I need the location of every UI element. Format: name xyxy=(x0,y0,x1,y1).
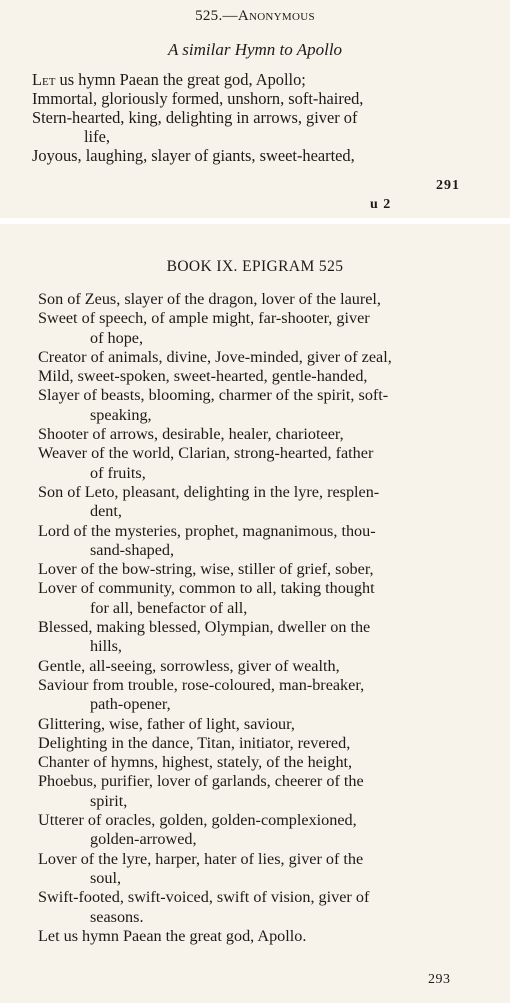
poem-line: Delighting in the dance, Titan, initiator, revered, xyxy=(38,733,351,752)
top-page-number: 291 xyxy=(436,178,460,193)
bottom-poem xyxy=(38,290,478,946)
poem-line: Saviour from trouble, rose-coloured, man-breaker, xyxy=(38,675,365,694)
bottom-page xyxy=(0,224,510,1003)
top-poem xyxy=(32,70,482,165)
poem-line: Let us hymn Paean the great god, Apollo. xyxy=(38,926,307,945)
poem-line: Son of Leto, pleasant, delighting in the lyre, resplen- xyxy=(38,482,380,501)
poem-line: Stern-hearted, king, delighting in arrows, giver of xyxy=(32,108,358,127)
poem-line: Blessed, making blessed, Olympian, dweller on the xyxy=(38,618,371,637)
poem-line-continuation: seasons. xyxy=(90,907,144,926)
poem-line: Lover of the bow-string, wise, stiller of grief, sober, xyxy=(38,560,374,579)
poem-line-continuation: dent, xyxy=(90,502,122,521)
poem-line-continuation: golden-arrowed, xyxy=(90,830,197,849)
poem-line: Chanter of hymns, highest, stately, of the height, xyxy=(38,753,353,772)
poem-line: Mild, sweet-spoken, sweet-hearted, gentle-handed, xyxy=(38,367,368,386)
poem-line: Joyous, laughing, slayer of giants, sweet-hearted, xyxy=(32,146,355,165)
poem-line-continuation: spirit, xyxy=(90,791,128,810)
poem-line: Utterer of oracles, golden, golden-complexioned, xyxy=(38,811,357,830)
poem-line: Glittering, wise, father of light, saviour, xyxy=(38,714,295,733)
poem-line: Immortal, gloriously formed, unshorn, soft-haired, xyxy=(32,89,364,108)
poem-line-continuation: for all, benefactor of all, xyxy=(90,598,248,617)
poem-line: Gentle, all-seeing, sorrowless, giver of wealth, xyxy=(38,656,340,675)
poem-line: Creator of animals, divine, Jove-minded, giver of zeal, xyxy=(38,347,392,366)
poem-line: Son of Zeus, slayer of the dragon, lover of the laurel, xyxy=(38,290,381,308)
poem-line: Lover of community, common to all, taking thought xyxy=(38,579,375,598)
poem-line: Lord of the mysteries, prophet, magnanimous, thou- xyxy=(38,521,376,540)
poem-line-continuation: of fruits, xyxy=(90,463,146,482)
poem-line-continuation: of hope, xyxy=(90,328,144,347)
poem-line: Shooter of arrows, desirable, healer, charioteer, xyxy=(38,425,344,444)
poem-line: Slayer of beasts, blooming, charmer of the spirit, soft- xyxy=(38,386,389,405)
top-page-fragment xyxy=(0,0,510,218)
epigram-subtitle: A similar Hymn to Apollo xyxy=(167,40,343,59)
signature-mark: u 2 xyxy=(370,197,392,212)
poem-line-continuation: path-opener, xyxy=(90,695,171,714)
poem-line: Sweet of speech, of ample might, far-shooter, giver xyxy=(38,309,370,328)
epigram-author: Anonymous xyxy=(237,8,315,24)
epigram-heading xyxy=(0,8,510,25)
running-head: BOOK IX. EPIGRAM 525 xyxy=(166,258,344,275)
poem-line-continuation: hills, xyxy=(90,637,122,656)
bottom-page-number: 293 xyxy=(428,972,451,987)
poem-line: Weaver of the world, Clarian, strong-hearted, father xyxy=(38,444,374,463)
poem-line: Swift-footed, swift-voiced, swift of vision, giver of xyxy=(38,888,370,907)
epigram-number: 525.— xyxy=(195,8,238,24)
poem-line-continuation: soul, xyxy=(90,868,122,887)
poem-line-continuation: sand-shaped, xyxy=(90,540,175,559)
poem-line: Phoebus, purifier, lover of garlands, cheerer of the xyxy=(38,772,364,791)
poem-line: Let us hymn Paean the great god, Apollo; xyxy=(32,70,306,89)
poem-line-continuation: life, xyxy=(84,127,110,146)
poem-line-continuation: speaking, xyxy=(90,405,152,424)
poem-line: Lover of the lyre, harper, hater of lies, giver of the xyxy=(38,849,364,868)
